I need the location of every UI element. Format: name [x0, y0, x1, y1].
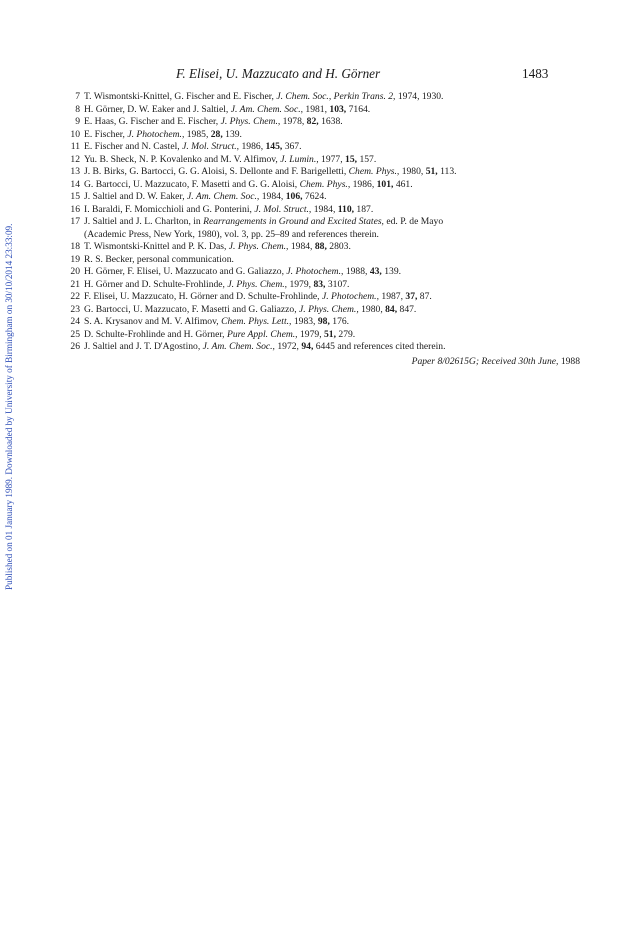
reference-year: 1981,	[305, 103, 327, 115]
reference-item	[68, 241, 588, 254]
reference-year: 1988,	[345, 266, 368, 277]
reference-item	[68, 141, 588, 154]
reference-pages: 87.	[419, 291, 432, 302]
reference-number: 26	[70, 341, 80, 352]
reference-pages: 139.	[384, 266, 402, 277]
reference-number: 15	[70, 191, 80, 202]
reference-authors: G. Bartocci, U. Mazzucato, F. Masetti and G. Galiazzo,	[84, 303, 297, 315]
reference-volume: 101,	[376, 178, 394, 190]
reference-year: 1986,	[352, 178, 375, 190]
reference-number: 18	[70, 241, 80, 252]
reference-item	[68, 216, 588, 241]
reference-item	[68, 291, 588, 304]
reference-authors: G. Bartocci, U. Mazzucato, F. Masetti and G. G. Aloisi,	[84, 178, 298, 190]
reference-continuation: (Academic Press, New York, 1980), vol. 3, pp. 25–89 and references therein.	[84, 228, 379, 240]
reference-year: 1977,	[321, 153, 343, 165]
reference-item	[68, 166, 588, 179]
reference-volume: 88,	[314, 241, 327, 252]
page-number: 1483	[522, 66, 549, 81]
reference-pages: 367.	[284, 141, 302, 152]
reference-pages: 279.	[338, 328, 356, 340]
reference-authors: J. Saltiel and J. L. Charlton, in	[84, 216, 201, 227]
reference-authors: Yu. B. Sheck, N. P. Kovalenko and M. V. Alfimov,	[84, 153, 278, 165]
reference-volume: 51,	[425, 166, 438, 177]
reference-volume: 15,	[345, 153, 358, 165]
reference-item	[68, 129, 588, 142]
reference-authors: I. Baraldi, F. Momicchioli and G. Ponterini,	[84, 203, 252, 215]
reference-item	[68, 279, 588, 292]
reference-authors: E. Haas, G. Fischer and E. Fischer,	[84, 116, 219, 127]
reference-volume: 28,	[210, 128, 223, 140]
reference-number: 11	[70, 141, 80, 152]
reference-authors: J. B. Birks, G. Bartocci, G. G. Aloisi, S. Dellonte and F. Barigelletti,	[84, 166, 347, 177]
reference-authors: T. Wismontski-Knittel, G. Fischer and E. Fischer,	[84, 91, 274, 102]
reference-year: 1984,	[261, 191, 284, 202]
reference-journal: Chem. Phys.,	[348, 166, 400, 177]
reference-authors: S. A. Krysanov and M. V. Alfimov,	[84, 316, 219, 327]
reference-year: 1987,	[381, 291, 403, 302]
reference-pages: 2803.	[329, 241, 351, 252]
reference-number: 17	[70, 216, 80, 227]
received-year: 1988	[560, 356, 580, 367]
reference-authors: E. Fischer and N. Castel,	[84, 141, 180, 152]
reference-year: 1983,	[293, 316, 316, 327]
reference-number: 13	[70, 166, 80, 177]
reference-year: 1986,	[241, 141, 264, 152]
reference-journal: J. Am. Chem. Soc.,	[187, 191, 260, 202]
reference-number: 21	[70, 278, 80, 290]
reference-journal: J. Lumin.,	[280, 153, 319, 165]
reference-volume: 106,	[285, 191, 303, 202]
reference-pages: 847.	[399, 303, 417, 315]
reference-volume: 110,	[337, 203, 355, 215]
reference-number: 9	[75, 116, 80, 127]
reference-number: 25	[70, 328, 80, 340]
reference-year: 1978,	[282, 116, 305, 127]
reference-number: 8	[75, 103, 80, 115]
reference-authors: H. Görner, D. W. Eaker and J. Saltiel,	[84, 103, 229, 115]
reference-authors: J. Saltiel and J. T. D'Agostino,	[84, 341, 201, 352]
reference-pages: 6445 and references cited therein.	[315, 341, 446, 352]
reference-pages: 157.	[359, 153, 377, 165]
reference-journal: J. Chem. Soc., Perkin Trans. 2,	[276, 91, 396, 102]
reference-year: 1984,	[313, 203, 336, 215]
paper-id: Paper 8/02615G;	[411, 356, 480, 367]
reference-number: 10	[70, 128, 80, 140]
running-title: F. Elisei, U. Mazzucato and H. Görner	[176, 66, 381, 81]
reference-journal: J. Phys. Chem.,	[227, 278, 288, 290]
reference-year: 1985,	[186, 128, 209, 140]
reference-item	[68, 329, 588, 342]
reference-pages: 176.	[332, 316, 350, 327]
reference-journal: Rearrangements in Ground and Excited States,	[203, 216, 384, 227]
reference-item	[68, 316, 588, 329]
reference-volume: 145,	[265, 141, 283, 152]
reference-item	[68, 341, 588, 354]
reference-year: 1972,	[277, 341, 299, 352]
reference-journal: J. Am. Chem. Soc.,	[202, 341, 275, 352]
download-watermark: Published on 01 January 1989. Downloaded by University of Birmingham on 30/10/2014 23:33:09.	[4, 223, 14, 590]
reference-volume: 83,	[313, 278, 326, 290]
reference-year: 1979,	[289, 278, 312, 290]
reference-journal: Chem. Phys. Lett.,	[221, 316, 292, 327]
reference-pages: 187.	[356, 203, 374, 215]
reference-volume: 84,	[385, 303, 398, 315]
reference-number: 7	[75, 91, 80, 102]
reference-volume: 82,	[306, 116, 319, 127]
reference-journal: Pure Appl. Chem.,	[226, 328, 298, 340]
reference-item	[68, 254, 588, 267]
reference-item	[68, 179, 588, 192]
reference-year: 1984,	[290, 241, 313, 252]
reference-item	[68, 104, 588, 117]
reference-volume: 98,	[317, 316, 330, 327]
reference-volume: 51,	[324, 328, 336, 340]
reference-journal: J. Phys. Chem.,	[220, 116, 281, 127]
reference-number: 19	[70, 253, 80, 265]
reference-volume: 43,	[369, 266, 382, 277]
reference-journal: J. Phys. Chem.,	[299, 303, 359, 315]
page-header	[0, 66, 624, 84]
reference-pages: 1638.	[321, 116, 343, 127]
reference-item	[68, 191, 588, 204]
reference-volume: 94,	[301, 341, 314, 352]
reference-journal: J. Photochem.,	[321, 291, 379, 302]
reference-item	[68, 154, 588, 167]
reference-details: 1974, 1930.	[397, 91, 444, 102]
reference-journal: J. Photochem.,	[286, 266, 344, 277]
reference-year: 1980,	[361, 303, 383, 315]
reference-item	[68, 91, 588, 104]
reference-item	[68, 204, 588, 217]
received-date: Received 30th June,	[481, 356, 559, 367]
reference-number: 16	[70, 203, 80, 215]
reference-number: 23	[70, 303, 80, 315]
reference-number: 22	[70, 291, 80, 302]
reference-authors: D. Schulte-Frohlinde and H. Görner,	[84, 328, 225, 340]
reference-number: 14	[70, 178, 80, 190]
reference-year: 1980,	[401, 166, 424, 177]
reference-pages: 139.	[225, 128, 242, 140]
reference-item	[68, 304, 588, 317]
reference-pages: 461.	[395, 178, 413, 190]
reference-volume: 37,	[405, 291, 418, 302]
reference-pages: 113.	[440, 166, 457, 177]
reference-journal: J. Phys. Chem.,	[228, 241, 289, 252]
reference-journal: J. Mol. Struct.,	[182, 141, 240, 152]
reference-pages: 7624.	[304, 191, 327, 202]
reference-authors: H. Görner, F. Elisei, U. Mazzucato and G. Galiazzo,	[84, 266, 284, 277]
reference-authors: F. Elisei, U. Mazzucato, H. Görner and D. Schulte-Frohlinde,	[84, 291, 320, 302]
received-line	[345, 356, 580, 367]
reference-item	[68, 116, 588, 129]
reference-number: 24	[70, 316, 80, 327]
reference-journal: Chem. Phys.,	[299, 178, 351, 190]
reference-authors: E. Fischer,	[84, 128, 125, 140]
reference-year: 1979,	[300, 328, 322, 340]
reference-journal: J. Photochem.,	[127, 128, 185, 140]
reference-authors: J. Saltiel and D. W. Eaker,	[84, 191, 185, 202]
reference-number: 20	[70, 266, 80, 277]
reference-details: ed. P. de Mayo	[386, 216, 444, 227]
reference-number: 12	[70, 153, 80, 165]
reference-journal: J. Mol. Struct.,	[254, 203, 312, 215]
reference-pages: 3107.	[327, 278, 350, 290]
reference-authors: T. Wismontski-Knittel and P. K. Das,	[84, 241, 227, 252]
reference-pages: 7164.	[348, 103, 371, 115]
reference-volume: 103,	[329, 103, 347, 115]
reference-item	[68, 266, 588, 279]
reference-list	[68, 91, 588, 354]
reference-authors: R. S. Becker, personal communication.	[84, 253, 234, 265]
reference-authors: H. Görner and D. Schulte-Frohlinde,	[84, 278, 225, 290]
reference-journal: J. Am. Chem. Soc.,	[230, 103, 303, 115]
